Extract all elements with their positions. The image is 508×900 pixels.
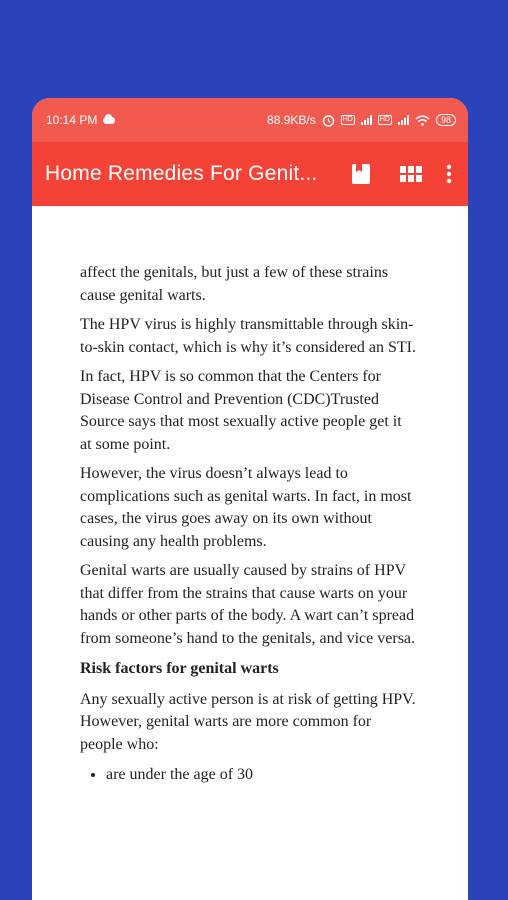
hd-icon: HD — [342, 116, 353, 123]
app-toolbar — [32, 142, 468, 206]
article-paragraph: The HPV virus is highly transmittable through skin-to-skin contact, which is why it’s considered an STI. — [80, 316, 416, 356]
status-bar — [32, 98, 468, 142]
cloud-icon — [103, 117, 115, 124]
list-item: • are under the age of 30 — [106, 764, 416, 787]
article-body — [32, 206, 468, 787]
wifi-icon — [415, 115, 430, 126]
signal-icon — [361, 115, 372, 125]
risk-factor-list — [80, 764, 416, 787]
article-paragraph: However, the virus doesn’t always lead to complications such as genital warts. In fact, in most cases, the virus goes away on its own without causing any health problems. — [80, 465, 412, 550]
article-paragraph: In fact, HPV is so common that the Centers for Disease Control and Prevention (CDC)Trusted Source says that most sexually active people get it at some point. — [80, 368, 402, 453]
overflow-menu-button[interactable] — [436, 152, 462, 196]
article-paragraph: affect the genitals, but just a few of these strains cause genital warts. — [80, 264, 389, 304]
alarm-icon — [322, 114, 335, 127]
bookmark-button[interactable] — [336, 152, 386, 196]
grid-view-button[interactable] — [386, 152, 436, 196]
status-left — [46, 113, 115, 127]
section-heading: Risk factors for genital warts — [80, 660, 279, 677]
app-title: Home Remedies For Genit... — [45, 162, 318, 185]
signal-icon-2 — [398, 115, 409, 125]
status-right — [267, 113, 456, 127]
more-vert-icon — [446, 164, 452, 184]
battery-icon: 98 — [436, 114, 456, 126]
hd-icon-2: HD — [379, 116, 390, 123]
grid-icon — [400, 166, 422, 182]
net-speed: 88.9KB/s — [267, 113, 316, 127]
article-paragraph: Genital warts are usually caused by strains of HPV that differ from the strains that cause warts on your hands or other parts of the body. A wart can’t spread from someone’s hand to the genitals, and vice versa. — [80, 562, 416, 647]
bookmark-icon — [351, 163, 371, 185]
article-paragraph: Any sexually active person is at risk of getting HPV. However, genital warts are more common for people who: — [80, 690, 416, 753]
phone-frame — [32, 98, 468, 900]
status-time: 10:14 PM — [46, 113, 98, 127]
